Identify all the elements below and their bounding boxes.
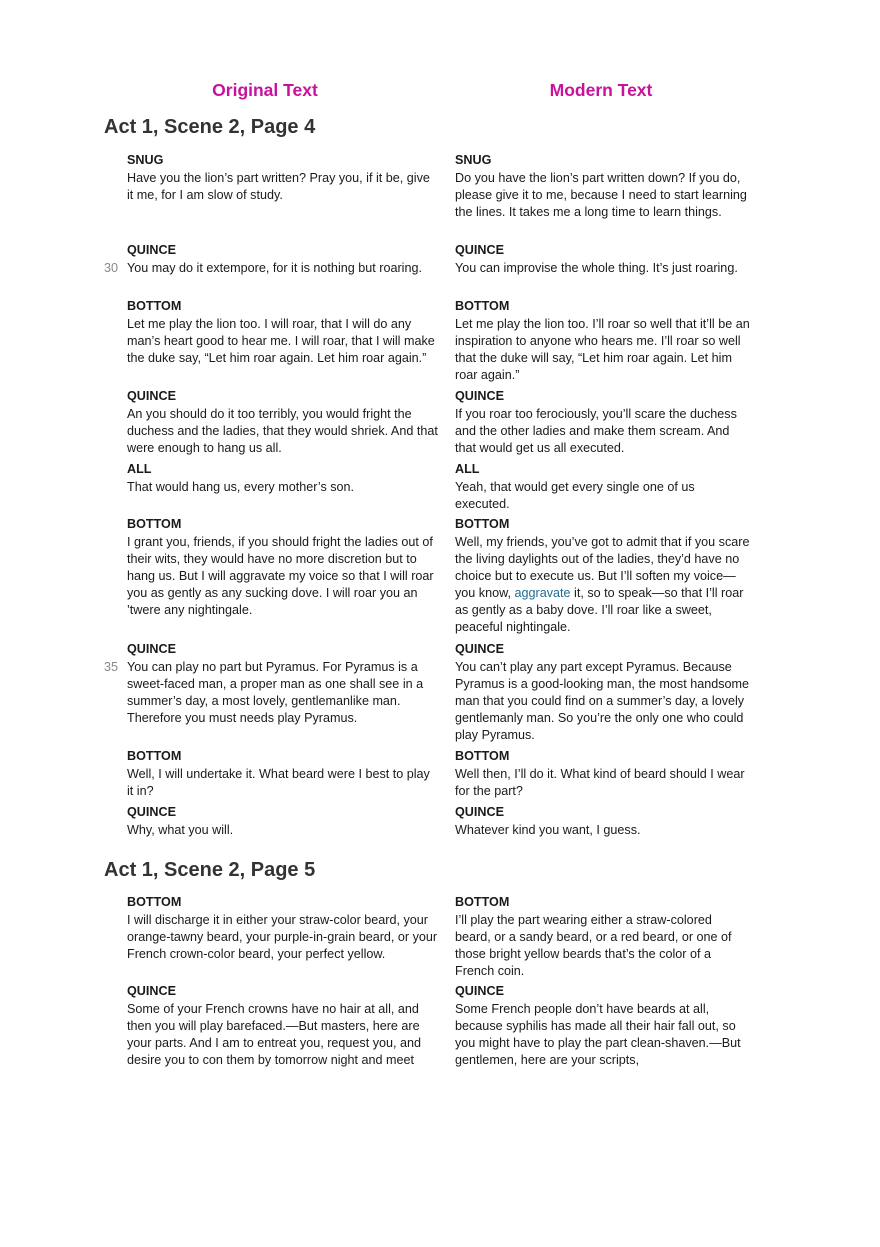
modern-text-cell bbox=[455, 516, 750, 636]
section-title: Act 1, Scene 2, Page 4 bbox=[104, 116, 316, 138]
speaker-name: BOTTOM bbox=[127, 299, 182, 313]
original-line: Have you the lion’s part written? Pray you, if it be, give it me, for I am slow of study. bbox=[127, 171, 430, 202]
modern-text-cell bbox=[455, 804, 750, 839]
speaker-name: ALL bbox=[455, 462, 480, 476]
original-line: You can play no part but Pyramus. For Pyramus is a sweet-faced man, a proper man as one shall see in a summer’s day, a most lovely, gentlemanlike man. Therefore you must needs play Pyramus. bbox=[127, 660, 424, 725]
dialogue-row bbox=[0, 152, 880, 242]
speaker-name: BOTTOM bbox=[127, 517, 182, 531]
speaker-name: SNUG bbox=[455, 153, 492, 167]
original-line: I grant you, friends, if you should fright the ladies out of their wits, they would have no more discretion but to hang us. But I will aggravate my voice so that I will roar you as gently as any sucking dove. I will roar you an ’twere any nightingale. bbox=[127, 535, 434, 617]
speaker-name: QUINCE bbox=[455, 805, 504, 819]
dialogue-row bbox=[0, 388, 880, 461]
modern-text-cell bbox=[455, 152, 750, 221]
original-line: Let me play the lion too. I will roar, that I will do any man’s heart good to hear me. I will roar, that I will make the duke say, “Let him roar again. Let him roar again.” bbox=[127, 317, 435, 365]
modern-text-cell bbox=[455, 641, 750, 744]
dialogue-row bbox=[0, 298, 880, 388]
modern-line: Some French people don’t have beards at all, because syphilis has made all their hair fall out, so you might have to play the part clean-shaven.—But gentlemen, here are your scripts, bbox=[455, 1002, 741, 1067]
speaker-name: QUINCE bbox=[127, 642, 176, 656]
line-number: 30 bbox=[104, 261, 119, 275]
modern-text-cell bbox=[455, 983, 750, 1069]
speaker-name: BOTTOM bbox=[455, 749, 510, 763]
original-text-cell bbox=[127, 804, 439, 839]
modern-line bbox=[455, 534, 750, 636]
modern-line: Yeah, that would get every single one of us executed. bbox=[455, 480, 695, 511]
dialogue-row bbox=[0, 242, 880, 298]
modern-line: Well then, I’ll do it. What kind of beard should I wear for the part? bbox=[455, 767, 745, 798]
original-text-cell bbox=[127, 388, 439, 457]
speaker-name: QUINCE bbox=[455, 984, 504, 998]
speaker-name: BOTTOM bbox=[455, 895, 510, 909]
speaker-name: QUINCE bbox=[127, 243, 176, 257]
speaker-name: QUINCE bbox=[127, 984, 176, 998]
original-text-cell bbox=[127, 983, 439, 1069]
modern-text-cell bbox=[455, 242, 750, 277]
modern-line: Do you have the lion’s part written down? If you do, please give it to me, because I need to start learning the lines. It takes me a long time to learn things. bbox=[455, 171, 747, 219]
modern-text-cell bbox=[455, 298, 750, 384]
modern-text-header: Modern Text bbox=[549, 80, 653, 100]
dialogue-row bbox=[0, 748, 880, 804]
dialogue-row bbox=[0, 641, 880, 748]
original-line: Why, what you will. bbox=[127, 823, 234, 837]
speaker-name: BOTTOM bbox=[127, 749, 182, 763]
modern-text-cell bbox=[455, 461, 750, 513]
modern-text-after: it, so to speak—so that I’ll roar as gently as a baby dove. I’ll roar like a sweet, peaceful nightingale. bbox=[455, 586, 744, 634]
modern-line: You can improvise the whole thing. It’s just roaring. bbox=[455, 261, 738, 275]
original-text-cell bbox=[127, 641, 439, 727]
speaker-name: BOTTOM bbox=[455, 517, 510, 531]
dialogue-row bbox=[0, 461, 880, 516]
original-line: You may do it extempore, for it is nothing but roaring. bbox=[127, 261, 422, 275]
dialogue-row bbox=[0, 894, 880, 983]
modern-text-cell bbox=[455, 894, 750, 980]
speaker-name: ALL bbox=[127, 462, 152, 476]
modern-text-cell bbox=[455, 748, 750, 800]
speaker-name: QUINCE bbox=[127, 389, 176, 403]
modern-line: Let me play the lion too. I’ll roar so well that it’ll be an inspiration to anyone who hears me. I’ll roar so well that the duke will say, “Let him roar again. Let him roar again.” bbox=[455, 317, 750, 382]
modern-text-cell bbox=[455, 388, 750, 457]
original-text-cell bbox=[127, 461, 439, 496]
dialogue-row bbox=[0, 983, 880, 1073]
original-text-cell bbox=[127, 242, 439, 277]
line-number: 35 bbox=[104, 660, 119, 674]
modern-line: I’ll play the part wearing either a straw-colored beard, or a sandy beard, or a red beard, or one of those bright yellow beards that’s the color of a French coin. bbox=[455, 913, 732, 978]
modern-line: If you roar too ferociously, you’ll scare the duchess and the other ladies and make them scream. And that would get us all executed. bbox=[455, 407, 737, 455]
original-line: That would hang us, every mother’s son. bbox=[127, 480, 355, 494]
dialogue-row bbox=[0, 804, 880, 844]
original-line: I will discharge it in either your straw-color beard, your orange-tawny beard, your purple-in-grain beard, or your French crown-color beard, your perfect yellow. bbox=[127, 913, 438, 961]
speaker-name: BOTTOM bbox=[455, 299, 510, 313]
speaker-name: QUINCE bbox=[455, 243, 504, 257]
speaker-name: QUINCE bbox=[455, 389, 504, 403]
original-line: Well, I will undertake it. What beard were I best to play it in? bbox=[127, 767, 430, 798]
original-text-header: Original Text bbox=[212, 80, 318, 100]
modern-text-before: Well, my friends, you’ve got to admit that if you scare the living daylights out of the ladies, they’d have no choice but to execute us. But I’ll soften my voice—you know, bbox=[455, 535, 750, 600]
section-title: Act 1, Scene 2, Page 5 bbox=[104, 859, 316, 881]
original-text-cell bbox=[127, 298, 439, 367]
speaker-name: SNUG bbox=[127, 153, 164, 167]
original-text-cell bbox=[127, 516, 439, 619]
original-line: An you should do it too terribly, you would fright the duchess and the ladies, that they would shriek. And that were enough to hang us all. bbox=[127, 407, 438, 455]
speaker-name: BOTTOM bbox=[127, 895, 182, 909]
dialogue-row bbox=[0, 516, 880, 641]
original-text-cell bbox=[127, 894, 439, 963]
original-text-cell bbox=[127, 748, 439, 800]
gloss-link[interactable]: aggravate bbox=[514, 586, 571, 600]
speaker-name: QUINCE bbox=[127, 805, 176, 819]
original-line: Some of your French crowns have no hair at all, and then you will play barefaced.—But masters, here are your parts. And I am to entreat you, request you, and desire you to con them by tomorrow night and meet bbox=[127, 1002, 422, 1067]
speaker-name: QUINCE bbox=[455, 642, 504, 656]
original-text-cell bbox=[127, 152, 439, 204]
modern-line: You can’t play any part except Pyramus. Because Pyramus is a good-looking man, the most handsome man that you could find on a summer’s day, a lovely gentlemanly man. So you’re the only one who could play Pyramus. bbox=[455, 660, 750, 742]
modern-line: Whatever kind you want, I guess. bbox=[455, 823, 641, 837]
